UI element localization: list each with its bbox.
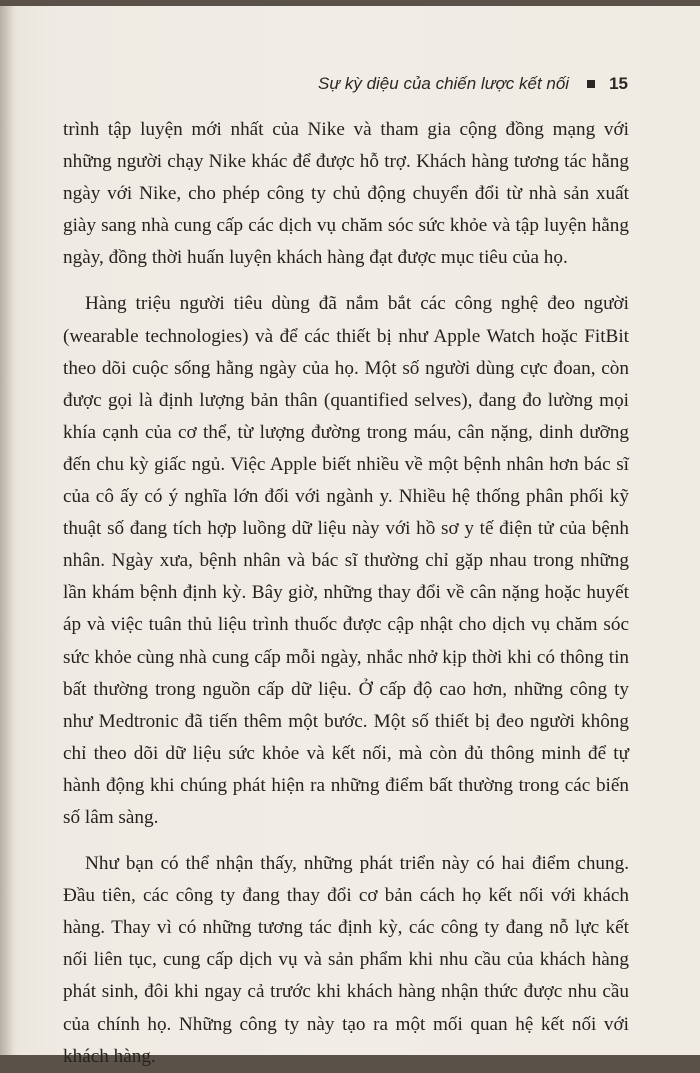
square-separator-icon xyxy=(587,80,595,88)
body-text xyxy=(63,114,629,1073)
page-number: 15 xyxy=(609,74,628,93)
spine-shadow xyxy=(0,6,14,1055)
book-page xyxy=(0,6,700,1067)
paragraph-common-points: Như bạn có thể nhận thấy, những phát triển này có hai điểm chung. Đầu tiên, các công ty đang thay đổi cơ bản cách họ kết nối với khách hàng. Thay vì có những tương tác định kỳ, các công ty đang nỗ lực kết nối liên tục, cung cấp dịch vụ và sản phẩm khi nhu cầu của khách hàng phát sinh, đôi khi ngay cả trước khi khách hàng nhận thức được nhu cầu của chính họ. Những công ty này tạo ra một mối quan hệ kết nối với khách hàng. xyxy=(63,853,629,1067)
paragraph-wearables: Hàng triệu người tiêu dùng đã nắm bắt các công nghệ đeo người (wearable technologies) và để các thiết bị như Apple Watch hoặc FitBit theo dõi cuộc sống hằng ngày của họ. Một số người dùng cực đoan, còn được gọi là định lượng bản thân (quantified selves), đang đo lường mọi khía cạnh của cơ thể, từ lượng đường trong máu, cân nặng, dinh dưỡng đến chu kỳ giấc ngủ. Việc Apple biết nhiều về một bệnh nhân hơn bác sĩ của cô ấy có ý nghĩa lớn đối với ngành y. Nhiều hệ thống phân phối kỹ thuật số đang tích hợp luồng dữ liệu này với hồ sơ y tế điện tử của bệnh nhân. Ngày xưa, bệnh nhân và bác sĩ thường chỉ gặp nhau trong những lần khám bệnh định kỳ. Bây giờ, những thay đổi về cân nặng hoặc huyết áp và việc tuân thủ liệu trình thuốc được cập nhật cho dịch vụ chăm sóc sức khỏe cùng nhà cung cấp mỗi ngày, nhắc nhở kịp thời khi có thông tin bất thường trong nguồn cấp dữ liệu. Ở cấp độ cao hơn, những công ty như Medtronic đã tiến thêm một bước. Một số thiết bị đeo người không chỉ theo dõi dữ liệu sức khỏe và kết nối, mà còn đủ thông minh để tự hành động khi chúng phát hiện ra những điểm bất thường trong các biến số lâm sàng. xyxy=(63,293,629,828)
running-header xyxy=(318,74,628,94)
chapter-title: Sự kỳ diệu của chiến lược kết nối xyxy=(318,74,570,93)
paragraph-continued: trình tập luyện mới nhất của Nike và tham gia cộng đồng mạng với những người chạy Nike khác để được hỗ trợ. Khách hàng tương tác hằng ngày với Nike, cho phép công ty chủ động chuyển đổi từ nhà sản xuất giày sang nhà cung cấp các dịch vụ chăm sóc sức khỏe và tập luyện hằng ngày, đồng thời huấn luyện khách hàng đạt được mục tiêu của họ. xyxy=(63,119,629,269)
